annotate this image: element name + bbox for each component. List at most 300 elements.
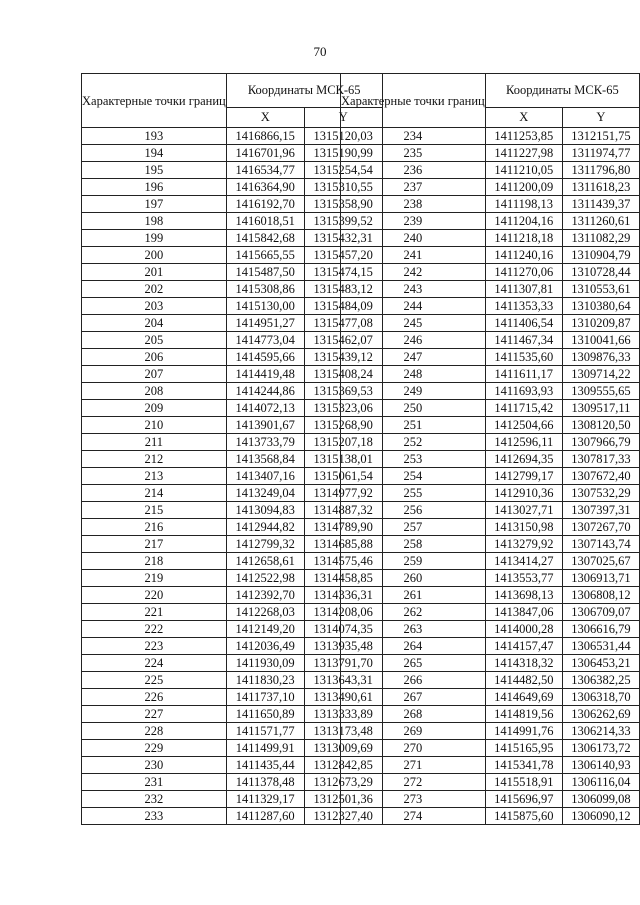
point-number-cell: 208 (82, 383, 227, 400)
table-row (341, 723, 640, 740)
x-coordinate-cell: 1413407,16 (226, 468, 304, 485)
x-coordinate-cell: 1412799,17 (485, 468, 562, 485)
point-number-cell: 233 (82, 808, 227, 825)
table-row (82, 808, 383, 825)
y-coordinate-cell: 1315061,54 (304, 468, 382, 485)
y-coordinate-cell: 1306099,08 (562, 791, 639, 808)
y-coordinate-cell: 1309714,22 (562, 366, 639, 383)
y-coordinate-cell: 1307143,74 (562, 536, 639, 553)
x-coordinate-cell: 1411435,44 (226, 757, 304, 774)
header-x: X (226, 108, 304, 128)
table-row (341, 162, 640, 179)
table-row (82, 485, 383, 502)
table-row (82, 213, 383, 230)
point-number-cell: 251 (341, 417, 486, 434)
point-number-cell: 248 (341, 366, 486, 383)
point-number-cell: 232 (82, 791, 227, 808)
y-coordinate-cell: 1309876,33 (562, 349, 639, 366)
table-row (341, 332, 640, 349)
table-row (82, 570, 383, 587)
y-coordinate-cell: 1314074,35 (304, 621, 382, 638)
table-row (341, 383, 640, 400)
point-number-cell: 227 (82, 706, 227, 723)
point-number-cell: 198 (82, 213, 227, 230)
point-number-cell: 236 (341, 162, 486, 179)
point-number-cell: 210 (82, 417, 227, 434)
table-row (82, 604, 383, 621)
point-number-cell: 271 (341, 757, 486, 774)
x-coordinate-cell: 1413698,13 (485, 587, 562, 604)
x-coordinate-cell: 1414482,50 (485, 672, 562, 689)
point-number-cell: 204 (82, 315, 227, 332)
header-y: Y (304, 108, 382, 128)
table-row (82, 468, 383, 485)
point-number-cell: 243 (341, 281, 486, 298)
point-number-cell: 195 (82, 162, 227, 179)
y-coordinate-cell: 1315323,06 (304, 400, 382, 417)
table-row (82, 145, 383, 162)
y-coordinate-cell: 1311974,77 (562, 145, 639, 162)
x-coordinate-cell: 1416534,77 (226, 162, 304, 179)
table-row (82, 366, 383, 383)
table-row (341, 213, 640, 230)
table-row (341, 587, 640, 604)
y-coordinate-cell: 1306453,21 (562, 655, 639, 672)
table-row (82, 451, 383, 468)
table-row (82, 502, 383, 519)
x-coordinate-cell: 1414318,32 (485, 655, 562, 672)
point-number-cell: 202 (82, 281, 227, 298)
point-number-cell: 240 (341, 230, 486, 247)
table-row (341, 638, 640, 655)
point-number-cell: 272 (341, 774, 486, 791)
point-number-cell: 211 (82, 434, 227, 451)
table-row (341, 247, 640, 264)
y-coordinate-cell: 1315310,55 (304, 179, 382, 196)
x-coordinate-cell: 1411253,85 (485, 128, 562, 145)
table-row (341, 230, 640, 247)
y-coordinate-cell: 1307817,33 (562, 451, 639, 468)
point-number-cell: 213 (82, 468, 227, 485)
table-row (341, 655, 640, 672)
x-coordinate-cell: 1412910,36 (485, 485, 562, 502)
table-row (82, 638, 383, 655)
x-coordinate-cell: 1415518,91 (485, 774, 562, 791)
y-coordinate-cell: 1315483,12 (304, 281, 382, 298)
table-row (82, 400, 383, 417)
x-coordinate-cell: 1413901,67 (226, 417, 304, 434)
point-number-cell: 196 (82, 179, 227, 196)
table-row (341, 740, 640, 757)
table-row (341, 774, 640, 791)
x-coordinate-cell: 1413847,06 (485, 604, 562, 621)
point-number-cell: 214 (82, 485, 227, 502)
y-coordinate-cell: 1306214,33 (562, 723, 639, 740)
y-coordinate-cell: 1315484,09 (304, 298, 382, 315)
table-row (341, 196, 640, 213)
y-coordinate-cell: 1306913,71 (562, 570, 639, 587)
x-coordinate-cell: 1412392,70 (226, 587, 304, 604)
x-coordinate-cell: 1411218,18 (485, 230, 562, 247)
point-number-cell: 260 (341, 570, 486, 587)
point-number-cell: 231 (82, 774, 227, 791)
y-coordinate-cell: 1312327,40 (304, 808, 382, 825)
x-coordinate-cell: 1416701,96 (226, 145, 304, 162)
point-number-cell: 199 (82, 230, 227, 247)
table-row (82, 519, 383, 536)
point-number-cell: 244 (341, 298, 486, 315)
y-coordinate-cell: 1307532,29 (562, 485, 639, 502)
y-coordinate-cell: 1306116,04 (562, 774, 639, 791)
y-coordinate-cell: 1306318,70 (562, 689, 639, 706)
table-row (341, 706, 640, 723)
point-number-cell: 235 (341, 145, 486, 162)
y-coordinate-cell: 1310380,64 (562, 298, 639, 315)
y-coordinate-cell: 1314458,85 (304, 570, 382, 587)
x-coordinate-cell: 1413027,71 (485, 502, 562, 519)
x-coordinate-cell: 1414991,76 (485, 723, 562, 740)
x-coordinate-cell: 1411571,77 (226, 723, 304, 740)
x-coordinate-cell: 1411210,05 (485, 162, 562, 179)
point-number-cell: 249 (341, 383, 486, 400)
point-number-cell: 209 (82, 400, 227, 417)
x-coordinate-cell: 1415308,86 (226, 281, 304, 298)
point-number-cell: 223 (82, 638, 227, 655)
table-row (341, 264, 640, 281)
y-coordinate-cell: 1315474,15 (304, 264, 382, 281)
table-row (82, 621, 383, 638)
y-coordinate-cell: 1310041,66 (562, 332, 639, 349)
x-coordinate-cell: 1411198,13 (485, 196, 562, 213)
y-coordinate-cell: 1308120,50 (562, 417, 639, 434)
y-coordinate-cell: 1313333,89 (304, 706, 382, 723)
table-row (82, 655, 383, 672)
table-row (341, 757, 640, 774)
point-number-cell: 207 (82, 366, 227, 383)
table-row (341, 128, 640, 145)
y-coordinate-cell: 1315254,54 (304, 162, 382, 179)
point-number-cell: 250 (341, 400, 486, 417)
table-row (82, 162, 383, 179)
y-coordinate-cell: 1309517,11 (562, 400, 639, 417)
point-number-cell: 253 (341, 451, 486, 468)
y-coordinate-cell: 1315432,31 (304, 230, 382, 247)
table-row (341, 689, 640, 706)
coordinates-table-left (81, 73, 383, 825)
x-coordinate-cell: 1415165,95 (485, 740, 562, 757)
point-number-cell: 216 (82, 519, 227, 536)
x-coordinate-cell: 1413094,83 (226, 502, 304, 519)
y-coordinate-cell: 1315358,90 (304, 196, 382, 213)
x-coordinate-cell: 1414649,69 (485, 689, 562, 706)
x-coordinate-cell: 1415875,60 (485, 808, 562, 825)
table-row (82, 706, 383, 723)
table-row (341, 145, 640, 162)
point-number-cell: 194 (82, 145, 227, 162)
table-row (341, 468, 640, 485)
y-coordinate-cell: 1313643,31 (304, 672, 382, 689)
y-coordinate-cell: 1307672,40 (562, 468, 639, 485)
point-number-cell: 246 (341, 332, 486, 349)
y-coordinate-cell: 1315462,07 (304, 332, 382, 349)
y-coordinate-cell: 1306173,72 (562, 740, 639, 757)
point-number-cell: 205 (82, 332, 227, 349)
table-row (82, 740, 383, 757)
point-number-cell: 247 (341, 349, 486, 366)
y-coordinate-cell: 1315207,18 (304, 434, 382, 451)
y-coordinate-cell: 1306262,69 (562, 706, 639, 723)
point-number-cell: 238 (341, 196, 486, 213)
point-number-cell: 206 (82, 349, 227, 366)
point-number-cell: 268 (341, 706, 486, 723)
y-coordinate-cell: 1312151,75 (562, 128, 639, 145)
x-coordinate-cell: 1414244,86 (226, 383, 304, 400)
table-row (341, 400, 640, 417)
table-row (82, 417, 383, 434)
x-coordinate-cell: 1412268,03 (226, 604, 304, 621)
x-coordinate-cell: 1414773,04 (226, 332, 304, 349)
y-coordinate-cell: 1315477,08 (304, 315, 382, 332)
x-coordinate-cell: 1411353,33 (485, 298, 562, 315)
x-coordinate-cell: 1415696,97 (485, 791, 562, 808)
table-row (341, 485, 640, 502)
table-row (341, 791, 640, 808)
y-coordinate-cell: 1306808,12 (562, 587, 639, 604)
point-number-cell: 254 (341, 468, 486, 485)
y-coordinate-cell: 1313935,48 (304, 638, 382, 655)
table-row (341, 570, 640, 587)
x-coordinate-cell: 1411611,17 (485, 366, 562, 383)
x-coordinate-cell: 1415842,68 (226, 230, 304, 247)
point-number-cell: 239 (341, 213, 486, 230)
y-coordinate-cell: 1314208,06 (304, 604, 382, 621)
x-coordinate-cell: 1414819,56 (485, 706, 562, 723)
point-number-cell: 274 (341, 808, 486, 825)
table-row (341, 808, 640, 825)
x-coordinate-cell: 1411737,10 (226, 689, 304, 706)
x-coordinate-cell: 1414951,27 (226, 315, 304, 332)
table-row (82, 247, 383, 264)
y-coordinate-cell: 1314336,31 (304, 587, 382, 604)
point-number-cell: 222 (82, 621, 227, 638)
point-number-cell: 226 (82, 689, 227, 706)
table-row (82, 672, 383, 689)
table-row (341, 621, 640, 638)
table-row (82, 553, 383, 570)
y-coordinate-cell: 1311439,37 (562, 196, 639, 213)
point-number-cell: 261 (341, 587, 486, 604)
y-coordinate-cell: 1311082,29 (562, 230, 639, 247)
table-body-right (341, 128, 640, 825)
table-row (82, 434, 383, 451)
point-number-cell: 257 (341, 519, 486, 536)
y-coordinate-cell: 1315399,52 (304, 213, 382, 230)
x-coordinate-cell: 1416018,51 (226, 213, 304, 230)
table-row (341, 315, 640, 332)
x-coordinate-cell: 1412596,11 (485, 434, 562, 451)
table-row (82, 757, 383, 774)
table-row (341, 502, 640, 519)
table-row (82, 264, 383, 281)
y-coordinate-cell: 1311260,61 (562, 213, 639, 230)
point-number-cell: 245 (341, 315, 486, 332)
header-x: X (485, 108, 562, 128)
x-coordinate-cell: 1411467,34 (485, 332, 562, 349)
point-number-cell: 215 (82, 502, 227, 519)
x-coordinate-cell: 1411378,48 (226, 774, 304, 791)
x-coordinate-cell: 1412149,20 (226, 621, 304, 638)
x-coordinate-cell: 1414419,48 (226, 366, 304, 383)
point-number-cell: 221 (82, 604, 227, 621)
table-row (341, 604, 640, 621)
y-coordinate-cell: 1306709,07 (562, 604, 639, 621)
table-row (82, 791, 383, 808)
x-coordinate-cell: 1415341,78 (485, 757, 562, 774)
x-coordinate-cell: 1411307,81 (485, 281, 562, 298)
table-row (82, 179, 383, 196)
table-row (341, 672, 640, 689)
point-number-cell: 267 (341, 689, 486, 706)
point-number-cell: 218 (82, 553, 227, 570)
x-coordinate-cell: 1414595,66 (226, 349, 304, 366)
table-row (341, 179, 640, 196)
y-coordinate-cell: 1315457,20 (304, 247, 382, 264)
x-coordinate-cell: 1415130,00 (226, 298, 304, 315)
point-number-cell: 258 (341, 536, 486, 553)
table-row (82, 196, 383, 213)
y-coordinate-cell: 1309555,65 (562, 383, 639, 400)
x-coordinate-cell: 1416364,90 (226, 179, 304, 196)
y-coordinate-cell: 1307025,67 (562, 553, 639, 570)
point-number-cell: 241 (341, 247, 486, 264)
x-coordinate-cell: 1413249,04 (226, 485, 304, 502)
point-number-cell: 259 (341, 553, 486, 570)
y-coordinate-cell: 1312673,29 (304, 774, 382, 791)
y-coordinate-cell: 1306140,93 (562, 757, 639, 774)
point-number-cell: 266 (341, 672, 486, 689)
header-coordinates: Координаты МСК-65 (485, 74, 639, 108)
y-coordinate-cell: 1307966,79 (562, 434, 639, 451)
table-row (82, 128, 383, 145)
y-coordinate-cell: 1311796,80 (562, 162, 639, 179)
y-coordinate-cell: 1306382,25 (562, 672, 639, 689)
y-coordinate-cell: 1310209,87 (562, 315, 639, 332)
table-row (82, 281, 383, 298)
x-coordinate-cell: 1413150,98 (485, 519, 562, 536)
table-row (341, 298, 640, 315)
y-coordinate-cell: 1306616,79 (562, 621, 639, 638)
point-number-cell: 225 (82, 672, 227, 689)
y-coordinate-cell: 1313791,70 (304, 655, 382, 672)
y-coordinate-cell: 1312842,85 (304, 757, 382, 774)
y-coordinate-cell: 1315268,90 (304, 417, 382, 434)
y-coordinate-cell: 1314575,46 (304, 553, 382, 570)
x-coordinate-cell: 1412658,61 (226, 553, 304, 570)
y-coordinate-cell: 1312501,36 (304, 791, 382, 808)
table-row (82, 383, 383, 400)
x-coordinate-cell: 1416866,15 (226, 128, 304, 145)
y-coordinate-cell: 1314789,90 (304, 519, 382, 536)
y-coordinate-cell: 1306531,44 (562, 638, 639, 655)
y-coordinate-cell: 1307397,31 (562, 502, 639, 519)
x-coordinate-cell: 1415487,50 (226, 264, 304, 281)
point-number-cell: 262 (341, 604, 486, 621)
point-number-cell: 197 (82, 196, 227, 213)
x-coordinate-cell: 1411650,89 (226, 706, 304, 723)
header-y: Y (562, 108, 639, 128)
point-number-cell: 273 (341, 791, 486, 808)
x-coordinate-cell: 1413414,27 (485, 553, 562, 570)
point-number-cell: 256 (341, 502, 486, 519)
point-number-cell: 237 (341, 179, 486, 196)
y-coordinate-cell: 1315120,03 (304, 128, 382, 145)
point-number-cell: 219 (82, 570, 227, 587)
point-number-cell: 242 (341, 264, 486, 281)
x-coordinate-cell: 1413553,77 (485, 570, 562, 587)
table-row (341, 536, 640, 553)
y-coordinate-cell: 1314685,88 (304, 536, 382, 553)
table-row (82, 774, 383, 791)
point-number-cell: 234 (341, 128, 486, 145)
x-coordinate-cell: 1414157,47 (485, 638, 562, 655)
y-coordinate-cell: 1307267,70 (562, 519, 639, 536)
x-coordinate-cell: 1411270,06 (485, 264, 562, 281)
table-row (341, 349, 640, 366)
point-number-cell: 230 (82, 757, 227, 774)
x-coordinate-cell: 1413568,84 (226, 451, 304, 468)
point-number-cell: 269 (341, 723, 486, 740)
point-number-cell: 217 (82, 536, 227, 553)
point-number-cell: 229 (82, 740, 227, 757)
table-row (341, 434, 640, 451)
table-row (82, 230, 383, 247)
point-number-cell: 201 (82, 264, 227, 281)
table-row (82, 315, 383, 332)
y-coordinate-cell: 1315369,53 (304, 383, 382, 400)
table-row (341, 281, 640, 298)
x-coordinate-cell: 1412504,66 (485, 417, 562, 434)
point-number-cell: 252 (341, 434, 486, 451)
x-coordinate-cell: 1412799,32 (226, 536, 304, 553)
y-coordinate-cell: 1306090,12 (562, 808, 639, 825)
y-coordinate-cell: 1310553,61 (562, 281, 639, 298)
x-coordinate-cell: 1413733,79 (226, 434, 304, 451)
table-body-left (82, 128, 383, 825)
y-coordinate-cell: 1315439,12 (304, 349, 382, 366)
x-coordinate-cell: 1411930,09 (226, 655, 304, 672)
x-coordinate-cell: 1411240,16 (485, 247, 562, 264)
point-number-cell: 255 (341, 485, 486, 502)
table-row (82, 298, 383, 315)
x-coordinate-cell: 1411830,23 (226, 672, 304, 689)
point-number-cell: 228 (82, 723, 227, 740)
header-coordinates: Координаты МСК-65 (226, 74, 382, 108)
table-row (82, 689, 383, 706)
table-row (341, 451, 640, 468)
x-coordinate-cell: 1411227,98 (485, 145, 562, 162)
x-coordinate-cell: 1412036,49 (226, 638, 304, 655)
table-row (341, 366, 640, 383)
table-row (82, 349, 383, 366)
x-coordinate-cell: 1411693,93 (485, 383, 562, 400)
point-number-cell: 193 (82, 128, 227, 145)
coordinates-table-right (340, 73, 640, 825)
y-coordinate-cell: 1310728,44 (562, 264, 639, 281)
y-coordinate-cell: 1315408,24 (304, 366, 382, 383)
point-number-cell: 200 (82, 247, 227, 264)
x-coordinate-cell: 1411499,91 (226, 740, 304, 757)
y-coordinate-cell: 1311618,23 (562, 179, 639, 196)
